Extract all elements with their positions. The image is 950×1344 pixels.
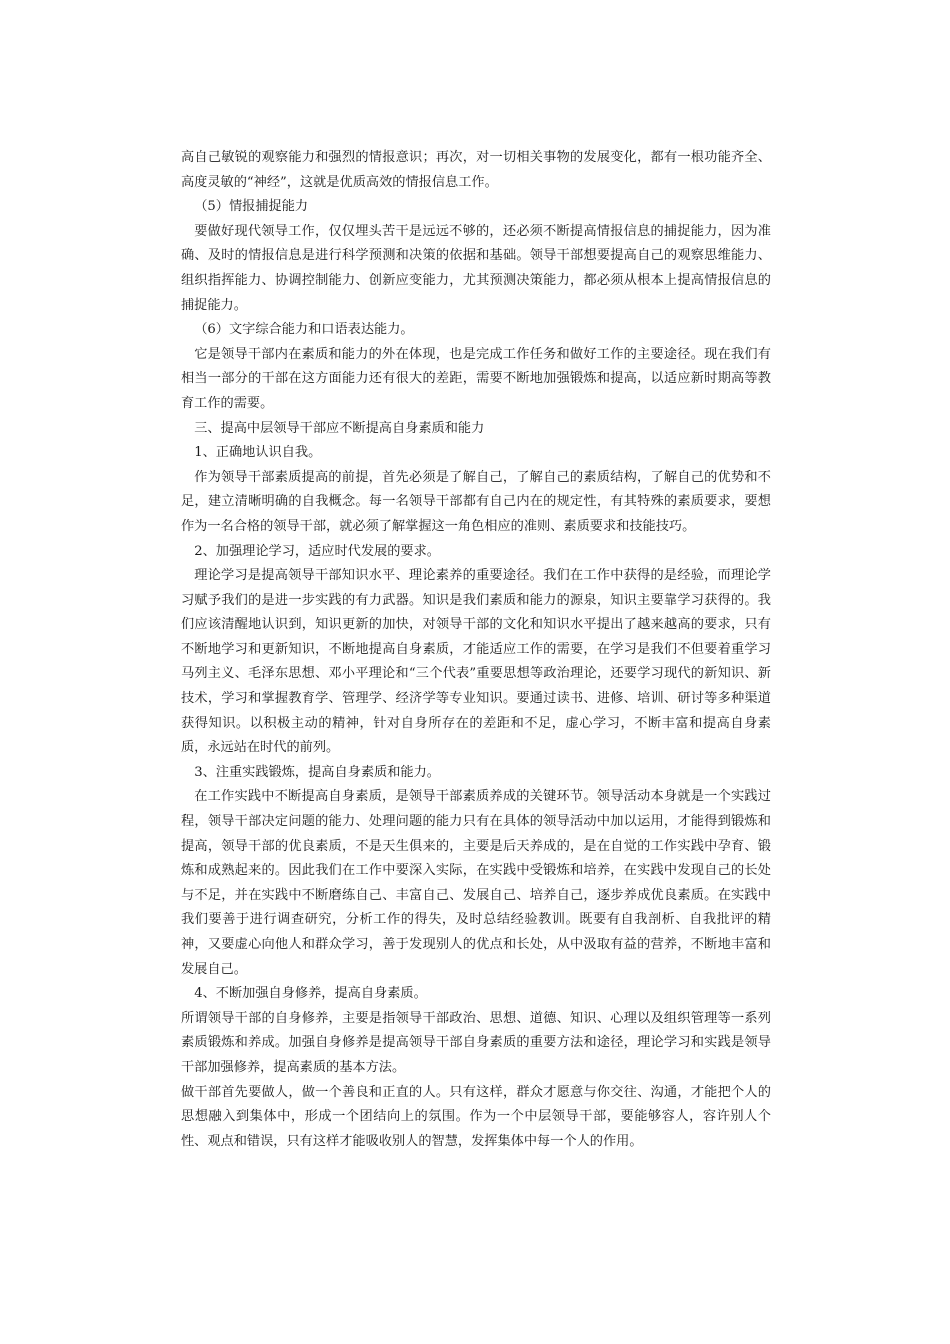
paragraph: 所谓领导干部的自身修养，主要是指领导干部政治、思想、道德、知识、心理以及组织管理等一系列素质锻炼和养成。加强自身修养是提高领导干部自身素质的重要方法和途径，理论学习和实践是领导干部加强修养，提高素质的基本方法。 [181, 1010, 771, 1075]
paragraph: 在工作实践中不断提高自身素质，是领导干部素质养成的关键环节。领导活动本身就是一个实践过程，领导干部决定问题的能力、处理问题的能力只有在具体的领导活动中加以运用，才能得到锻炼和提高，领导干部的优良素质，不是天生俱来的，主要是后天养成的，是在自觉的工作实践中孕育、锻炼和成熟起来的。因此我们在工作中要深入实际，在实践中受锻炼和培养，在实践中发现自己的长处与不足，并在实践中不断磨练自己、丰富自己、发展自己、培养自己，逐步养成优良素质。在实践中我们要善于进行调查研究，分析工作的得失，及时总结经验教训。既要有自我剖析、自我批评的精神，又要虚心向他人和群众学习，善于发现别人的优点和长处，从中汲取有益的营养，不断地丰富和发展自己。 [181, 789, 771, 977]
section-heading: 3、注重实践锻炼，提高自身素质和能力。 [194, 764, 440, 780]
paragraph: 做干部首先要做人，做一个善良和正直的人。只有这样，群众才愿意与你交往、沟通，才能把个人的思想融入到集体中，形成一个团结向上的氛围。作为一个中层领导干部，要能够容人，容许别人个性、观点和错误，只有这样才能吸收别人的智慧，发挥集体中每一个人的作用。 [181, 1084, 771, 1149]
paragraph: 作为领导干部素质提高的前提，首先必须是了解自己，了解自己的素质结构，了解自己的优势和不足，建立清晰明确的自我概念。每一名领导干部都有自己内在的规定性，有其特殊的素质要求，要想作为一名合格的领导干部，就必须了解掌握这一角色相应的准则、素质要求和技能技巧。 [181, 469, 771, 534]
paragraph: 理论学习是提高领导干部知识水平、理论素养的重要途径。我们在工作中获得的是经验，而理论学习赋予我们的是进一步实践的有力武器。知识是我们素质和能力的源泉，知识主要靠学习获得的。我们应该清醒地认识到，知识更新的加快，对领导干部的文化和知识水平提出了越来越高的要求，只有不断地学习和更新知识，不断地提高自身素质，才能适应工作的需要，在学习是我们不但要着重学习马列主义、毛泽东思想、邓小平理论和“三个代表”重要思想等政治理论，还要学习现代的新知识、新技术，学习和掌握教育学、管理学、经济学等专业知识。要通过读书、进修、培训、研讨等多种渠道获得知识。以积极主动的精神，针对自身所存在的差距和不足，虚心学习，不断丰富和提高自身素质，永远站在时代的前列。 [181, 568, 771, 756]
paragraph: 高自己敏锐的观察能力和强烈的情报意识；再次，对一切相关事物的发展变化，都有一根功能齐全、高度灵敏的“神经”，这就是优质高效的情报信息工作。 [181, 150, 771, 190]
section-heading: 4、不断加强自身修养，提高自身素质。 [194, 986, 427, 1002]
chapter-heading: 三、提高中层领导干部应不断提高自身素质和能力 [194, 420, 485, 436]
section-heading: 1、正确地认识自我。 [194, 445, 322, 461]
document-body [181, 146, 771, 1154]
section-heading: （6）文字综合能力和口语表达能力。 [194, 322, 414, 338]
section-heading: （5）情报捕捉能力 [194, 199, 309, 215]
paragraph: 它是领导干部内在素质和能力的外在体现，也是完成工作任务和做好工作的主要途径。现在我们有相当一部分的干部在这方面能力还有很大的差距，需要不断地加强锻炼和提高，以适应新时期高等教育工作的需要。 [181, 346, 771, 411]
paragraph: 要做好现代领导工作，仅仅埋头苦干是远远不够的，还必须不断提高情报信息的捕捉能力，因为准确、及时的情报信息是进行科学预测和决策的依据和基础。领导干部想要提高自己的观察思维能力、组织指挥能力、协调控制能力、创新应变能力，尤其预测决策能力，都必须从根本上提高情报信息的捕捉能力。 [181, 223, 771, 313]
section-heading: 2、加强理论学习，适应时代发展的要求。 [194, 543, 440, 559]
